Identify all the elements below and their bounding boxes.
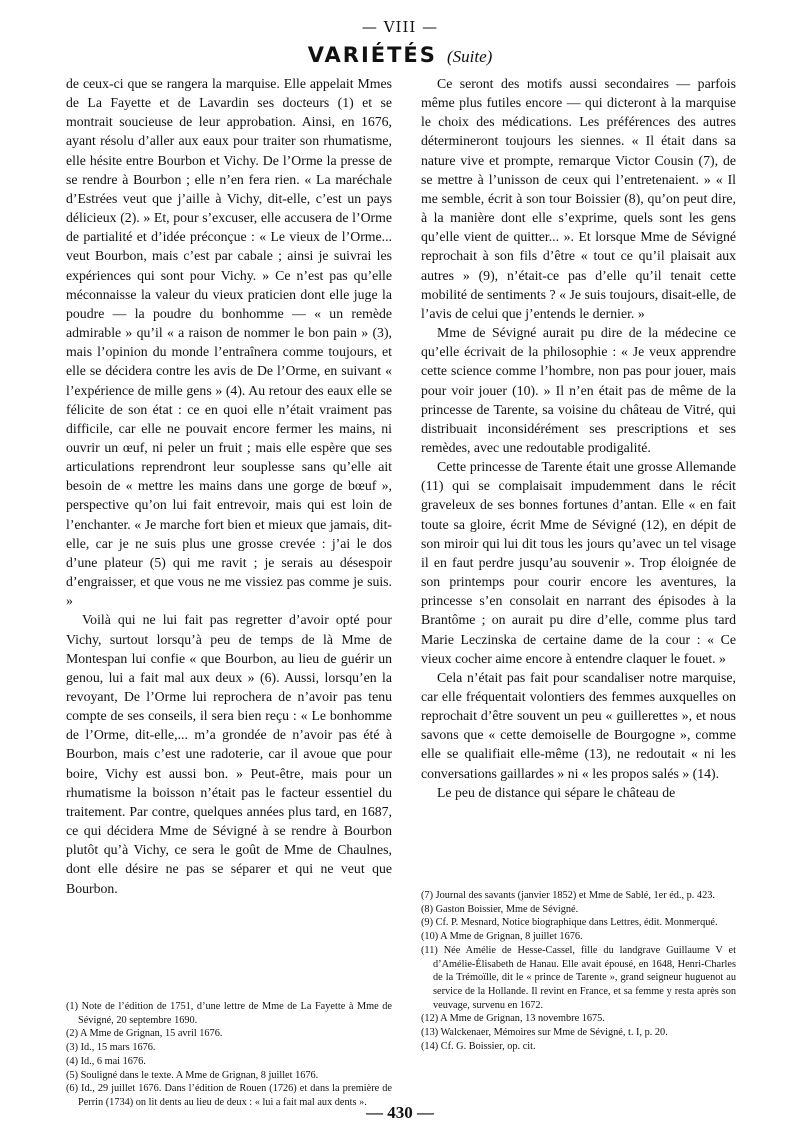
footnote: (1) Note de l’édition de 1751, d’une lettre de Mme de La Fayette à Mme de Sévigné, 20 septembre 1690. (66, 1001, 392, 1026)
right-paragraph-2: Mme de Sévigné aurait pu dire de la médecine ce qu’elle écrivait de la philosophie : « Je veux apprendre cette science comme l’hombre, non pas pour jouer, mais pour voir jouer (10). » Il n’en était pas de même de la princesse de Tarente, sa voisine du château de Vitré, qui distribuait inconsidérément ses prescriptions et ses remèdes, avec une redoutable prodigalité. (421, 325, 736, 455)
roman-page-number: — VIII — (361, 18, 439, 36)
footnote: (4) Id., 6 mai 1676. (66, 1055, 146, 1067)
footnote: (13) Walckenaer, Mémoires sur Mme de Sévigné, t. I, p. 20. (421, 1027, 668, 1039)
footnote: (10) A Mme de Grignan, 8 juillet 1676. (421, 931, 583, 943)
right-paragraph-5: Le peu de distance qui sépare le château de (437, 784, 676, 800)
right-paragraph-1: Ce seront des motifs aussi secondaires — parfois même plus futiles encore — qui dicteront à la marquise le choix des médications. Les préférences des autres détermineront toujours les siennes. « Il était dans sa nature vive et prompte, remarque Victor Cousin (7), de se mettre à l’unisson de ceux qui l’entretenaient. » « Il me semble, écrit à son tour Boissier (8), qu’on peut dire, à la manière dont elle s’exprime, quels sont les gens qu’elle vient de quitter... ». Et lorsque Mme de Sévigné reprochait à son fils d’être « tout ce qu’il plaisait aux autres » (9), n’était-ce pas d’elle qu’il tenait cette mobilité de sentiments ? « Je suis toujours, disait-elle, de l’avis de celui que j’entends le dernier. » (421, 76, 736, 321)
footnote: (9) Cf. P. Mesnard, Notice biographique dans Lettres, édit. Monmerqué. (421, 917, 718, 929)
right-column (421, 74, 736, 802)
section-title (0, 43, 800, 67)
page-number: — 430 — (366, 1103, 434, 1122)
footnote: (8) Gaston Boissier, Mme de Sévigné. (421, 903, 579, 915)
right-paragraph-3: Cette princesse de Tarente était une grosse Allemande (11) qui se complaisait impudemment dans le récit graveleux de ses bonnes fortunes d’antan. Elle « en fait toute sa gloire, écrit Mme de Sévigné (12), en dépit de son miroir qui lui dit tous les jours qu’avec un tel visage il en faut perdre jusqu’au souvenir ». Trop éloignée de son printemps pour courir encore les aventures, la princesse s’en consolait en narrant des épisodes à la Brantôme ; on aurait pu dire d’elle, comme plus tard Marie Leczinska de certaine dame de la cour : « Ce vieux cocher aime encore à entendre claquer le fouet. » (421, 459, 736, 666)
right-paragraph-4: Cela n’était pas fait pour scandaliser notre marquise, car elle fréquentait volontiers des femmes auxquelles on reprochait d’être souvent un peu « guillerettes », et nous savons que « cette demoiselle de Bourgogne », comme elle se qualifiait elle-même (13), ne redoutait « ni les conversations gaillardes » ni « les propos salés » (14). (421, 669, 736, 781)
section-title-text: VARIÉTÉS (307, 43, 437, 67)
left-column (66, 74, 392, 898)
left-paragraph-2: Voilà qui ne lui fait pas regretter d’avoir opté pour Vichy, surtout lorsqu’à peu de temps de là Mme de Montespan lui confie « que Bourbon, au lieu de guérir un genou, lui a fait mal aux deux » (6). Aussi, lorsqu’en la revoyant, De l’Orme lui reprochera de n’avoir pas tenu compte de ses conseils, il sera bien reçu : « Le bonhomme de l’Orme, dit-elle,... m’a grondée de n’avoir pas été à Bourbon, mais c’est une radoterie, car il avoue que pour boire, Vichy est aussi bon. » Peut-être, mais pour un rhumatisme la boisson n’était pas le facteur essentiel du traitement. Par contre, quelques années plus tard, en 1687, ce qui décidera Mme de Sévigné à se rendre à Bourbon plutôt qu’à Vichy, ce sera le goût de Mme de Chaulnes, dont elle désire ne pas se séparer et qui ne veut que Bourbon. (66, 612, 392, 896)
footnotes-left (66, 1000, 392, 1110)
section-title-suffix: (Suite) (446, 47, 493, 66)
footnote: (14) Cf. G. Boissier, op. cit. (421, 1040, 536, 1052)
footnote: (5) Souligné dans le texte. A Mme de Grignan, 8 juillet 1676. (66, 1069, 319, 1081)
footnote: (12) A Mme de Grignan, 13 novembre 1675. (421, 1013, 605, 1025)
footnote: (3) Id., 15 mars 1676. (66, 1042, 156, 1054)
left-paragraph-1: de ceux-ci que se rangera la marquise. Elle appelait Mmes de La Fayette et de Lavardin ses docteurs (1) et se montrait soucieuse de leur approbation. Ainsi, en 1676, ayant résolu d’aller aux eaux pour traiter son rhumatisme, elle hésite entre Bourbon et Vichy. De l’Orme la presse de se rendre à Bourbon ; elle n’en fera rien. « La maréchale d’Estrées veut que j’aille à Vichy, dit-elle, c’est un pays délicieux (2). » Et, pour s’excuser, elle accusera de l’Orme de partialité et d’idée préconçue : « Le vieux de l’Orme... veut Bourbon, mais c’est par cabale ; ainsi je suivrai les expériences qui sont pour Vichy. » Ce n’est pas qu’elle méconnaisse la valeur du vieux praticien dont elle juge la poudre — la poudre du bonhomme — « un remède admirable » qu’il « a raison de nommer le bon pain » (3), mais l’opinion du monde l’entraînera comme toujours, et elle se décidera contre les avis de De l’Orme, en suivant « l’expérience de mille gens » (4). Au retour des eaux elle se félicite de son état : ce en quoi elle n’était vraiment pas difficile, car elle ne pouvait encore fermer les mains, ni ouvrir un œuf, ni peler un fruit ; mais elle espère que ses articulations reprendront leur souplesse sans qu’elle ait besoin de « mettre les mains dans une gorge de bœuf », perspective qu’on lui fait entrevoir, mais qui est loin de l’enchanter. « Je marche fort bien et mieux que jamais, dit-elle, car je ne suis plus une grosse crevée : j’ai le dos d’une plateur (5) qui me ravit ; je serais au désespoir d’engraisser, et que vous ne me vissiez pas comme je suis. » (66, 76, 392, 609)
footnote: (11) Née Amélie de Hesse-Cassel, fille du landgrave Guillaume V et d’Amélie-Élisabeth de Hanau. Elle avait épousé, en 1648, Henri-Charles de la Trémoïlle, dit le « prince de Tarente », grand seigneur huguenot au service de la Hollande. Il revint en France, et sa femme y resta après son veuvage, survenu en 1672. (421, 944, 736, 1011)
footnote: (2) A Mme de Grignan, 15 avril 1676. (66, 1028, 223, 1040)
footnotes-right (421, 889, 736, 1053)
footnote: (6) Id., 29 juillet 1676. Dans l’édition de Rouen (1726) et dans la première de Perrin (1734) on lit dents au lieu de deux : « lui a fait mal aux dents ». (66, 1083, 392, 1108)
footnote: (7) Journal des savants (janvier 1852) et Mme de Sablé, 1er éd., p. 423. (421, 890, 715, 901)
